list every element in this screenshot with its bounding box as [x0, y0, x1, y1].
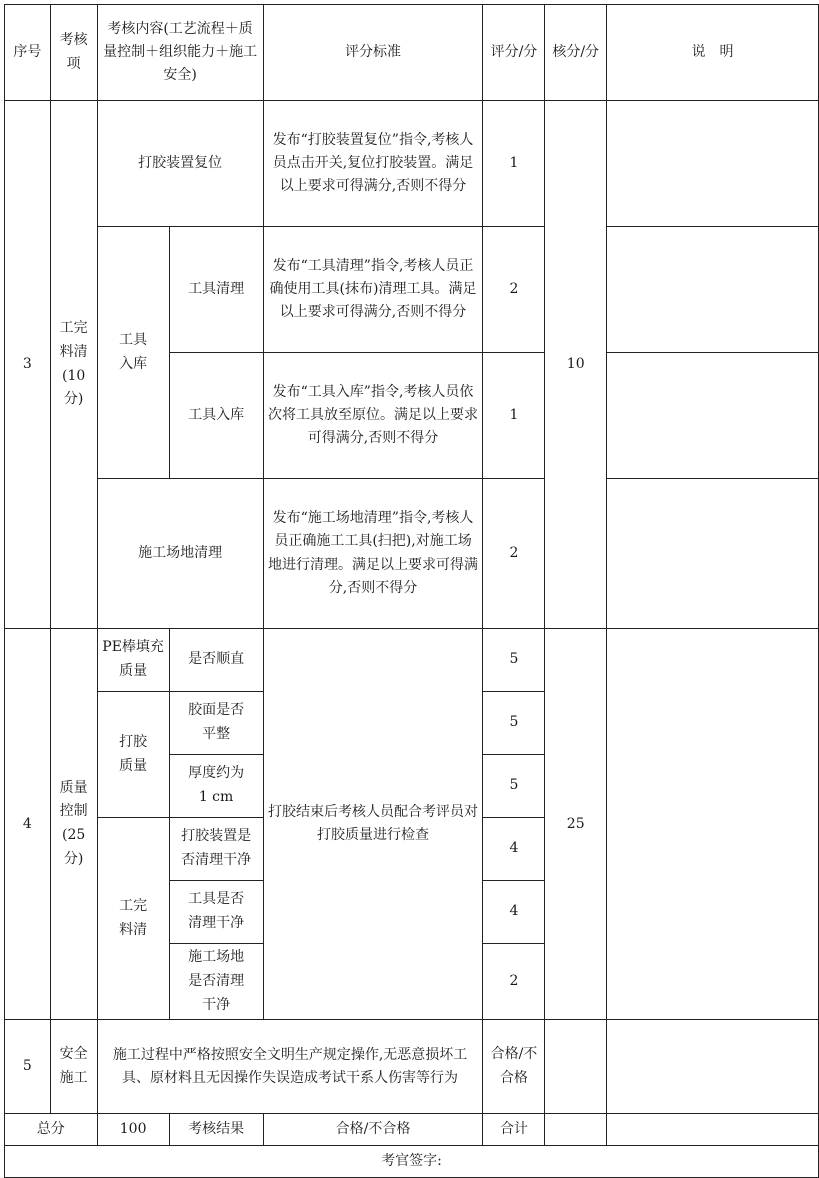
header-item: 考核项	[50, 5, 97, 101]
section4-score-1: 5	[483, 629, 545, 692]
section3-content-2: 工具清理	[169, 227, 263, 353]
section4-content-4: 打胶装置是否清理干净	[169, 818, 263, 881]
section4-seq: 4	[5, 629, 51, 1020]
section4-score-3: 5	[483, 755, 545, 818]
section3-standard-2: 发布“工具清理”指令,考核人员正确使用工具(抹布)清理工具。满足以上要求可得满分,否则不得分	[263, 227, 483, 353]
section4-item: 质量控制(25分)	[50, 629, 97, 1020]
section4-check-total: 25	[545, 629, 607, 1020]
section5-score: 合格/不合格	[483, 1020, 545, 1114]
section4-group-clean: 工完料清	[97, 818, 169, 1020]
section4-score-6: 2	[483, 944, 545, 1020]
header-row	[5, 5, 819, 101]
total-value: 100	[97, 1114, 169, 1146]
table-row	[5, 1020, 819, 1114]
section4-score-4: 4	[483, 818, 545, 881]
section5-note	[607, 1020, 819, 1114]
section3-note-3	[607, 353, 819, 479]
section3-content-1: 打胶装置复位	[97, 101, 263, 227]
section3-note-2	[607, 227, 819, 353]
section4-content-3: 厚度约为1 cm	[169, 755, 263, 818]
total-label: 总分	[5, 1114, 98, 1146]
table-row	[5, 101, 819, 227]
section4-group-pe: PE棒填充质量	[97, 629, 169, 692]
section4-content-6: 施工场地是否清理干净	[169, 944, 263, 1020]
section3-item: 工完料清(10分)	[50, 101, 97, 629]
section3-standard-4: 发布“施工场地清理”指令,考核人员正确施工工具(扫把),对施工场地进行清理。满足以上要求可得满分,否则不得分	[263, 479, 483, 629]
signature-row	[5, 1146, 819, 1178]
header-note: 说 明	[607, 5, 819, 101]
table-row	[5, 629, 819, 692]
section3-score-4: 2	[483, 479, 545, 629]
table-row	[5, 479, 819, 629]
header-seq: 序号	[5, 5, 51, 101]
totals-row	[5, 1114, 819, 1146]
section3-check-total: 10	[545, 101, 607, 629]
section5-item: 安全施工	[50, 1020, 97, 1114]
section4-score-2: 5	[483, 692, 545, 755]
section3-score-3: 1	[483, 353, 545, 479]
header-score: 评分/分	[483, 5, 545, 101]
section3-group-tools: 工具入库	[97, 227, 169, 479]
result-value: 合格/不合格	[263, 1114, 483, 1146]
assessment-table	[4, 4, 819, 1178]
header-check: 核分/分	[545, 5, 607, 101]
section3-content-4: 施工场地清理	[97, 479, 263, 629]
section4-content-5: 工具是否清理干净	[169, 881, 263, 944]
section3-note-4	[607, 479, 819, 629]
section3-seq: 3	[5, 101, 51, 629]
section4-note	[607, 629, 819, 1020]
section4-content-1: 是否顺直	[169, 629, 263, 692]
sum-value	[545, 1114, 607, 1146]
header-standard: 评分标准	[263, 5, 483, 101]
section3-note-1	[607, 101, 819, 227]
section3-standard-3: 发布“工具入库”指令,考核人员依次将工具放至原位。满足以上要求可得满分,否则不得分	[263, 353, 483, 479]
section4-standard: 打胶结束后考核人员配合考评员对打胶质量进行检查	[263, 629, 483, 1020]
section5-check	[545, 1020, 607, 1114]
sum-note	[607, 1114, 819, 1146]
section3-content-3: 工具入库	[169, 353, 263, 479]
section3-standard-1: 发布“打胶装置复位”指令,考核人员点击开关,复位打胶装置。满足以上要求可得满分,否则不得分	[263, 101, 483, 227]
section5-seq: 5	[5, 1020, 51, 1114]
result-label: 考核结果	[169, 1114, 263, 1146]
table-row	[5, 227, 819, 353]
header-content: 考核内容(工艺流程＋质量控制＋组织能力＋施工安全)	[97, 5, 263, 101]
section3-score-2: 2	[483, 227, 545, 353]
section4-content-2: 胶面是否平整	[169, 692, 263, 755]
section4-score-5: 4	[483, 881, 545, 944]
examiner-signature: 考官签字:	[5, 1146, 819, 1178]
sum-label: 合计	[483, 1114, 545, 1146]
section4-group-glue: 打胶质量	[97, 692, 169, 818]
section5-content: 施工过程中严格按照安全文明生产规定操作,无恶意损坏工具、原材料且无因操作失误造成考试干系人伤害等行为	[97, 1020, 483, 1114]
section3-score-1: 1	[483, 101, 545, 227]
